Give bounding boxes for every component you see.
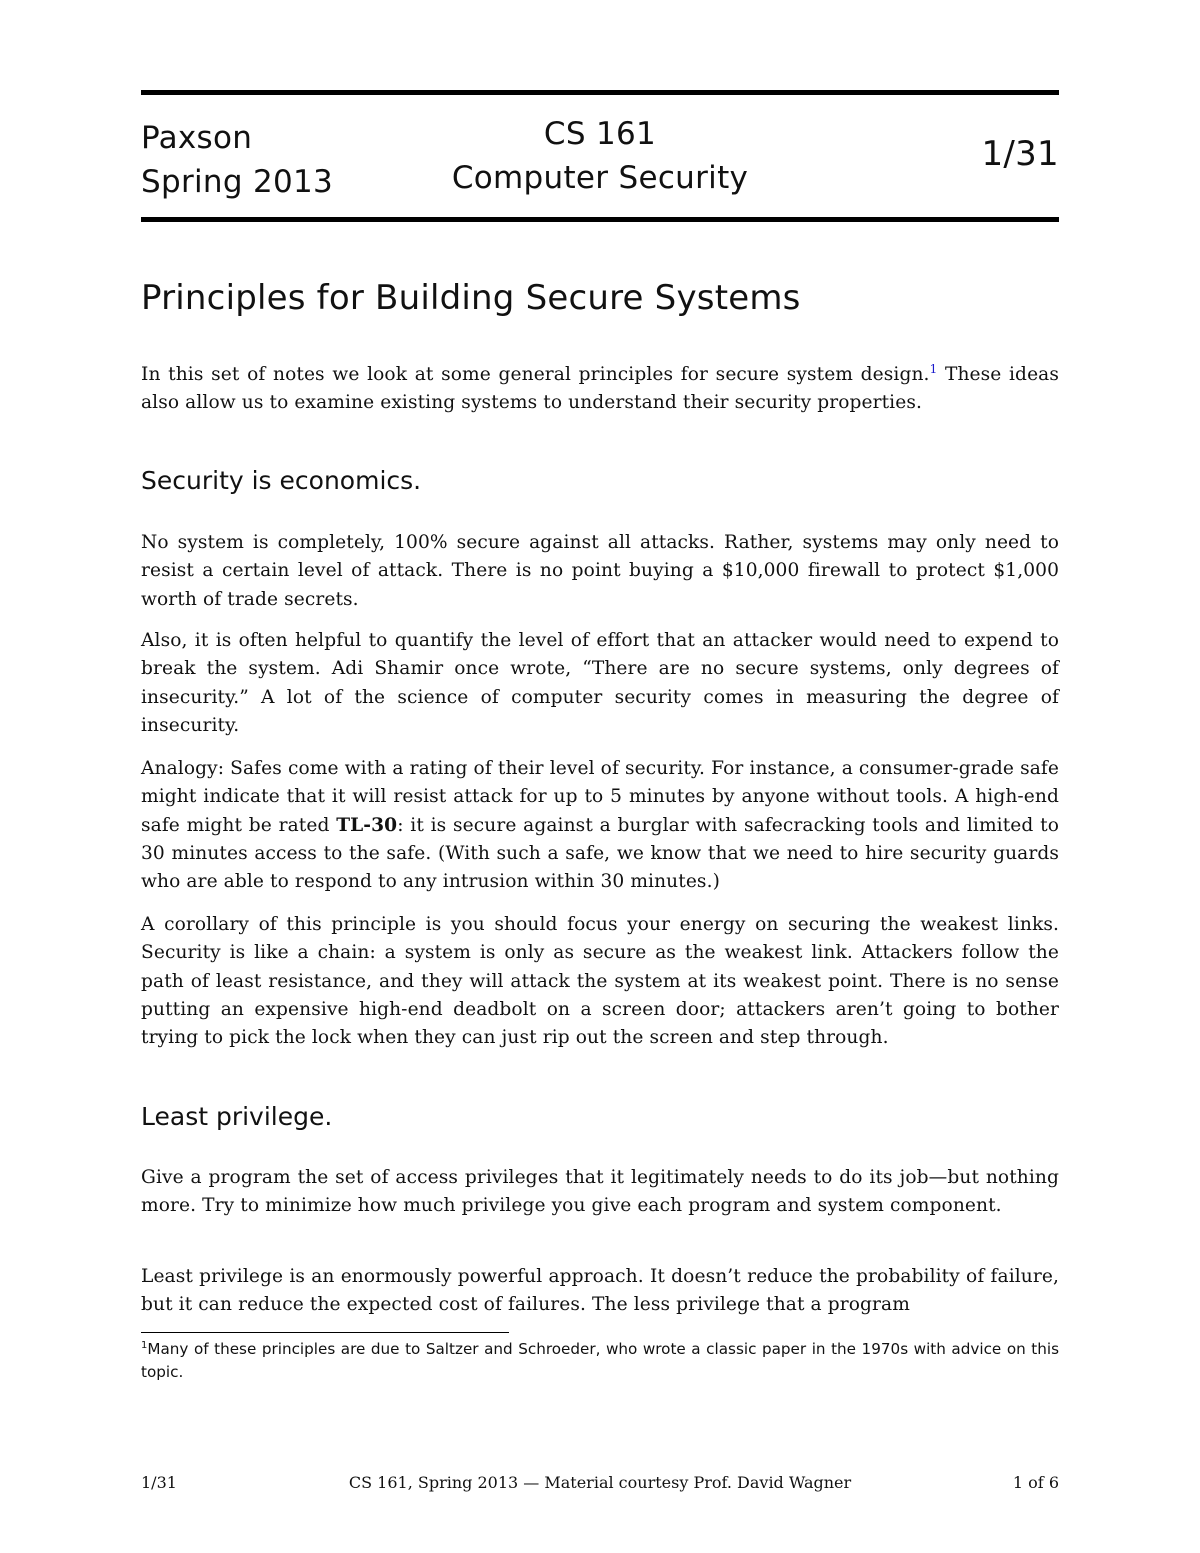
footnote: [141, 1338, 1059, 1383]
intro-text-after: These ideas also allow us to examine existing systems to understand their security properties.: [141, 364, 1059, 414]
footnote-text: Many of these principles are due to Saltzer and Schroeder, who wrote a classic paper in the 1970s with advice on this topic.: [141, 1340, 1059, 1381]
intro-paragraph: [141, 361, 1059, 418]
footer-right: 1 of 6: [1012, 1473, 1059, 1492]
analogy-rating: TL-30: [336, 814, 398, 836]
intro-text: In this set of notes we look at some general principles for secure system design.: [141, 364, 930, 385]
analogy-text-after: : it is secure against a burglar with safecracking tools and limited to 30 minutes access to the safe. (With such a safe, we know that we need to hire security guards who are able to respond to any intrusion within 30 minutes.): [141, 814, 1059, 893]
header-left: [141, 116, 333, 204]
paragraph-corollary: A corollary of this principle is you should focus your energy on securing the weakest links. Security is like a chain: a system is only as secure as the weakest link. Attackers follow the path of least resistance, and they will attack the system at its weakest point. There is no sense putting an expensive high-end deadbolt on a screen door; attackers aren’t going to bother trying to pick the lock when they can just rip out the screen and step through.: [141, 914, 1059, 1049]
footnote-rule: [141, 1332, 509, 1333]
paragraph-economics-1: No system is completely, 100% secure against all attacks. Rather, systems may only need to resist a certain level of attack. There is no point buying a $10,000 firewall to protect $1,000 worth of trade secrets.: [141, 532, 1059, 610]
header-bottom-rule: [141, 217, 1059, 222]
analogy-text-before: Analogy: Safes come with a rating of their level of security. For instance, a consumer-grade safe might indicate that it will resist attack for up to 5 minutes by anyone without tools. A high-end safe might be rated: [141, 758, 1059, 836]
header-author: Paxson: [141, 120, 253, 156]
page-title: Principles for Building Secure Systems: [141, 278, 801, 318]
footnote-ref-link[interactable]: 1: [929, 361, 938, 376]
paragraph-economics-2: Also, it is often helpful to quantify the level of effort that an attacker would need to expend to break the system. Adi Shamir once wrote, “There are no secure systems, only degrees of insecurity.” A lot of the science of computer security comes in measuring the degree of insecurity.: [141, 630, 1059, 736]
footnote-number: 1: [141, 1339, 148, 1351]
header-right: [981, 132, 1059, 176]
section-title-least-privilege: Least privilege.: [141, 1102, 333, 1131]
paragraph-least-privilege-2: Least privilege is an enormously powerful approach. It doesn’t reduce the probability of failure, but it can reduce the expected cost of failures. The less privilege that a program: [141, 1266, 1059, 1316]
header-course-name: Computer Security: [451, 160, 749, 196]
paragraph-analogy: [141, 755, 1059, 896]
header-top-rule: [141, 90, 1059, 95]
header-term: Spring 2013: [141, 164, 334, 200]
footer-left: 1/31: [141, 1473, 177, 1492]
header-center: [400, 112, 800, 200]
header-note-number: 1/31: [981, 134, 1059, 174]
section-title-economics: Security is economics.: [141, 466, 422, 495]
footer-center: CS 161, Spring 2013 — Material courtesy Prof. David Wagner: [348, 1473, 852, 1492]
paragraph-least-privilege-1: Give a program the set of access privileges that it legitimately needs to do its job—but nothing more. Try to minimize how much privilege you give each program and system component.: [141, 1167, 1059, 1217]
header-course: CS 161: [543, 116, 657, 152]
